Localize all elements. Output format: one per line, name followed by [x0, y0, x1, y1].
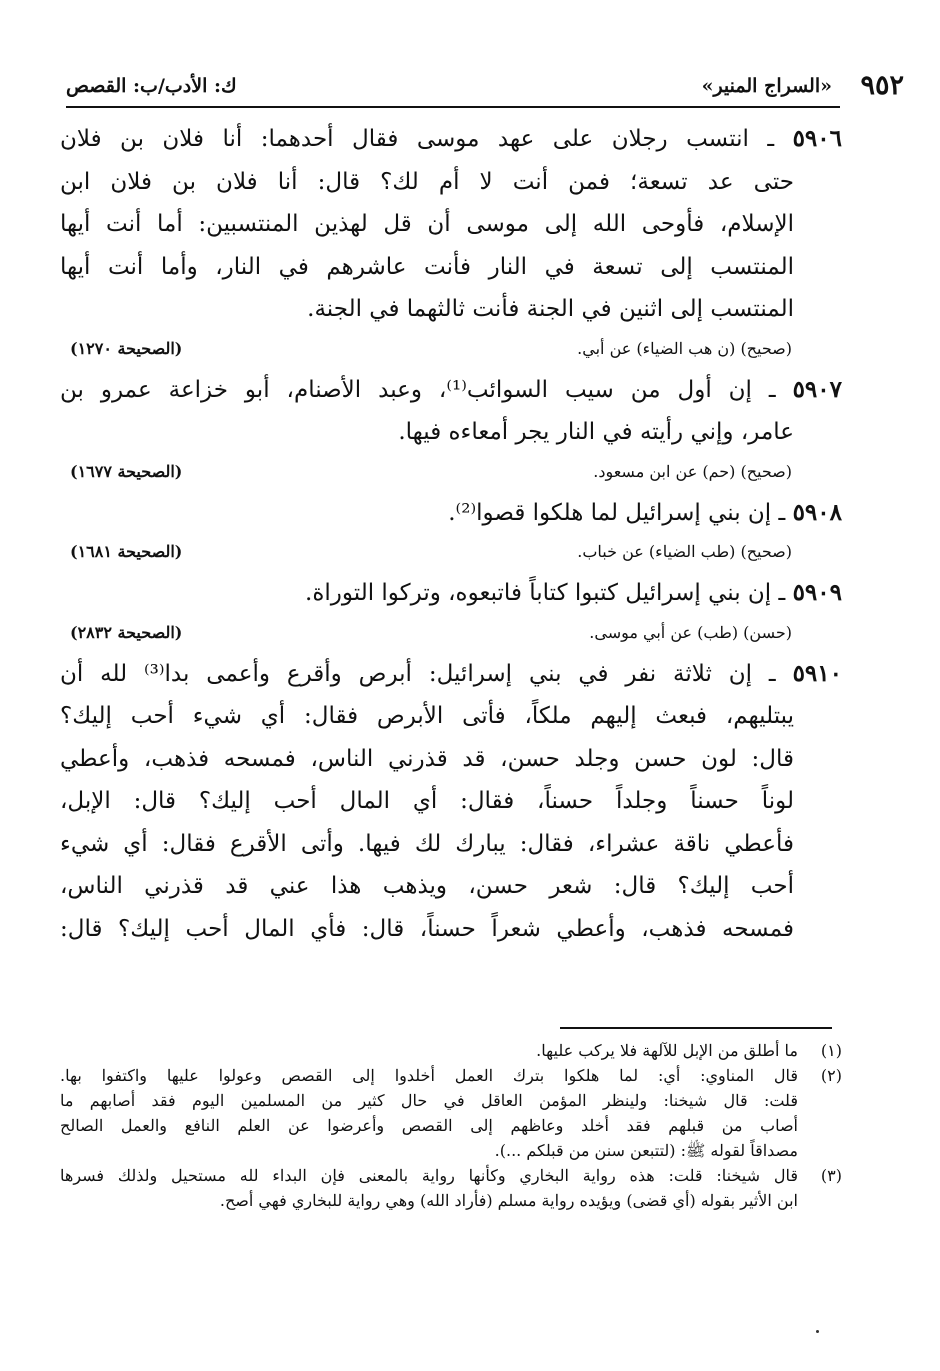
footnote [60, 1063, 842, 1163]
hadith-reference: (الصحيحة ٢٨٣٢) [70, 622, 183, 642]
hadith-text-line: حتى عد تسعة؛ فمن أنت لا أم لك؟ قال: أنا فلان بن فلان ابن [60, 168, 794, 195]
hadith-grading-source: (صحيح) (حم) عن ابن مسعود. [593, 461, 792, 481]
chapter-title: ك: الأدب/ب: القصص [66, 75, 237, 97]
footnote-marker: (٢) [820, 1066, 842, 1085]
footnote [60, 1163, 842, 1213]
hadith-text-line: قال: لون حسن وجلد حسن، قد قذرني الناس، فمسحه فذهب، وأعطي [60, 745, 794, 772]
footnote-divider [560, 1027, 832, 1029]
footnote-text-line: مصداقاً لقوله ﷺ: (لتتبعن سنن من قبلكم ...). [494, 1141, 798, 1160]
hadith-reference: (الصحيحة ١٦٧٧) [70, 461, 183, 481]
hadith-entry: ٥٩٠٦ ـ انتسب رجلان على عهد موسى فقال أحدهما: أنا فلان بن فلان حتى عد تسعة؛ فمن أنت لا أم لك؟ قال: أنا فلان بن فلان ابن الإسلام، فأوحى الله إلى موسى أن قل لهذين المنتسبين: أما أنت أيها المنتسب إلى تسعة في النار فأنت عاشرهم في النار، وأما أنت أيها المنتسب إلى اثنين في الجنة فأنت ثالثهما في الجنة. (صحيح) (ن هب الضياء) عن أبي. (الصحيحة ١٢٧٠) [60, 118, 842, 365]
hadith-text-line: المنتسب إلى تسعة في النار فأنت عاشرهم في النار، وأما أنت أيها [60, 253, 794, 280]
hadith-number: ٥٩٠٦ [792, 125, 842, 152]
hadith-source-row [60, 333, 842, 365]
hadith-text-line: إن بني إسرائيل لما هلكوا قصوا⁽²⁾. [448, 499, 772, 526]
hadith-source-row [60, 456, 842, 488]
hadith-text-line: إن أول من سيب السوائب⁽¹⁾، وعبد الأصنام، أبو خزاعة عمرو بن [60, 376, 752, 403]
hadith-text-line: الإسلام، فأوحى الله إلى موسى أن قل لهذين المنتسبين: أما أنت أيها [60, 211, 794, 237]
footnote-text-line: ما أطلق من الإبل للآلهة فلا يركب عليها. [536, 1041, 798, 1060]
hadith-number: ٥٩٠٩ [792, 579, 842, 606]
hadith-text-line: انتسب رجلان على عهد موسى فقال أحدهما: أنا فلان بن فلان [60, 126, 749, 152]
page-number: ٩٥٢ [860, 70, 904, 101]
hadith-number: ٥٩٠٧ [792, 375, 842, 403]
hadith-entry: ٥٩٠٧ ـ إن أول من سيب السوائب⁽¹⁾، وعبد الأصنام، أبو خزاعة عمرو بن عامر، وإني رأيته في النار يجر أمعاءه فيها. (صحيح) (حم) عن ابن مسعود. (الصحيحة ١٦٧٧) [60, 369, 842, 488]
hadith-text-line: أحب إليك؟ قال: شعر حسن، ويذهب هذا عني قد قذرني الناس، [60, 873, 794, 899]
main-text [60, 118, 842, 950]
hadith-entry: ٥٩٠٨ ـ إن بني إسرائيل لما هلكوا قصوا⁽²⁾. (صحيح) (طب الضياء) عن خباب. (الصحيحة ١٦٨١) [60, 492, 842, 569]
hadith-reference: (الصحيحة ١٦٨١) [70, 542, 183, 561]
hadith-source-row [60, 536, 842, 568]
footnotes [60, 1038, 842, 1213]
footnote-text-line: ابن الأثير بقوله (أي قضى) ويؤيده رواية مسلم (فأراد الله) وهي رواية للبخاري فهي أصح. [219, 1191, 798, 1210]
header-divider [66, 106, 840, 108]
hadith-text-line: فمسحه فذهب، وأعطي شعراً حسناً، قال: فأي المال أحب إليك؟ قال: [60, 915, 794, 942]
footnote-marker: (١) [820, 1041, 842, 1060]
hadith-text-line: إن بني إسرائيل كتبوا كتاباً فاتبعوه، وتركوا التوراة. [305, 580, 772, 606]
page-header [66, 66, 904, 106]
hadith-number: ٥٩١٠ [792, 659, 842, 687]
footnote-text-line: أصاب من قبلهم فقد أخلد وعاظهم إلى القصص وأعرضوا عن العلم النافع والعمل الصالح [60, 1116, 798, 1135]
hadith-grading-source: (حسن) (طب) عن أبي موسى. [589, 622, 792, 642]
hadith-reference: (الصحيحة ١٢٧٠) [70, 338, 183, 358]
footnote-text-line: قال شيخنا: قلت: هذه رواية البخاري وكأنها رواية بالمعنى فإن البداء لله مستحيل ولذلك فسرها [60, 1166, 798, 1185]
hadith-text-line: إن ثلاثة نفر في بني إسرائيل: أبرص وأقرع وأعمى بدا⁽³⁾ لله أن [60, 660, 753, 687]
hadith-text-line: فأعطي ناقة عشراء، فقال: يبارك لك فيها. وأتى الأقرع فقال: أي شيء [60, 830, 794, 857]
footnote-text-line: قلت: قال شيخنا: ولينظر المؤمن العاقل في حال كثير من المسلمين اليوم فقد أصابهم ما [60, 1091, 798, 1110]
hadith-text-line: يبتليهم، فبعث إليهم ملكاً، فأتى الأبرص فقال: أي شيء أحب إليك؟ [60, 703, 794, 729]
hadith-text-line: لوناً حسناً وجلداً حسناً، فقال: أي المال أحب إليك؟ قال: الإبل، [60, 788, 794, 814]
hadith-text-line: المنتسب إلى اثنين في الجنة فأنت ثالثهما في الجنة. [307, 296, 794, 322]
hadith-entry: ٥٩٠٩ ـ إن بني إسرائيل كتبوا كتاباً فاتبعوه، وتركوا التوراة. (حسن) (طب) عن أبي موسى. (الصحيحة ٢٨٣٢) [60, 572, 842, 649]
hadith-text-line: عامر، وإني رأيته في النار يجر أمعاءه فيها. [398, 419, 794, 445]
hadith-grading-source: (صحيح) (ن هب الضياء) عن أبي. [577, 338, 792, 358]
hadith-number: ٥٩٠٨ [792, 498, 842, 526]
stray-ink-dot [816, 1330, 819, 1333]
hadith-source-row [60, 617, 842, 649]
footnote-marker: (٣) [820, 1166, 842, 1185]
hadith-entry: ٥٩١٠ ـ إن ثلاثة نفر في بني إسرائيل: أبرص وأقرع وأعمى بدا⁽³⁾ لله أن يبتليهم، فبعث إليهم ملكاً، فأتى الأبرص فقال: أي شيء أحب إليك؟ قال: لون حسن وجلد حسن، قد قذرني الناس، فمسحه فذهب، وأعطي لوناً حسناً وجلداً حسناً، فقال: أي المال أحب إليك؟ قال: الإبل، فأعطي ناقة عشراء، فقال: يبارك لك فيها. وأتى الأقرع فقال: أي شيء أحب إليك؟ قال: شعر حسن، ويذهب هذا عني قد قذرني الناس، فمسحه فذهب، وأعطي شعراً حسناً، قال: فأي المال أحب إليك؟ قال: [60, 653, 842, 951]
footnote-text-line: قال المناوي: أي: لما هلكوا بترك العمل أخلدوا إلى القصص وعولوا عليها واكتفوا بها. [60, 1066, 799, 1085]
book-title: «السراج المنير» [701, 75, 832, 97]
hadith-grading-source: (صحيح) (طب الضياء) عن خباب. [577, 542, 792, 561]
footnote [60, 1038, 842, 1063]
